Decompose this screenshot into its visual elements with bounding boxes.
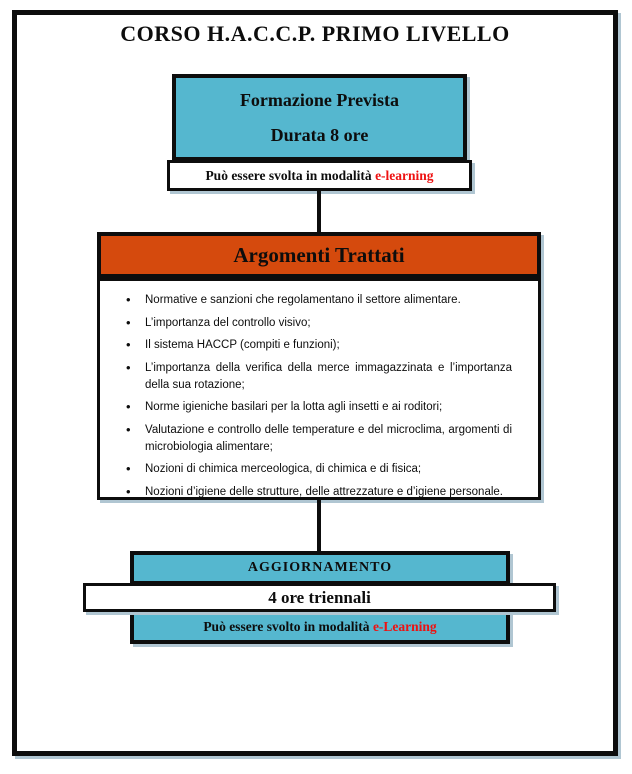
topic-item: • Il sistema HACCP (compiti e funzioni); [124,337,512,354]
topic-item: • Nozioni di chimica merceologica, di chimica e di fisica; [124,461,512,478]
topic-item: • Nozioni d’igiene delle strutture, delle attrezzature e d’igiene personale. [124,484,512,501]
argomenti-trattati-header [97,232,541,278]
formazione-elearning-note [167,160,472,191]
note-prefix: Può essere svolta in modalità [205,167,376,183]
argomenti-title: Argomenti Trattati [233,242,405,267]
topics-list [124,292,512,501]
note-text [203,619,436,635]
note-prefix: Può essere svolto in modalità [203,619,373,634]
topic-item: • Valutazione e controllo delle temperature e del microclima, argomenti di microbiologia alimentare; [124,422,512,455]
formazione-title: Formazione Prevista [239,89,400,110]
topic-item: • L’importanza della verifica della merce immagazzinata e l’importanza della sua rotazione; [124,360,512,393]
topic-item: • Normative e sanzioni che regolamentano il settore alimentare. [124,292,512,309]
connector-line-bottom [317,500,321,551]
argomenti-list-box [97,278,541,500]
topic-item: • Norme igieniche basilari per la lotta agli insetti e ai roditori; [124,399,512,416]
topic-item: • L’importanza del controllo visivo; [124,315,512,332]
aggiornamento-duration-box [83,583,556,612]
formazione-prevista-box [172,74,467,161]
aggiornamento-title: AGGIORNAMENTO [247,560,393,575]
note-text [205,168,433,184]
document-frame [12,10,618,756]
aggiornamento-duration: 4 ore triennali [268,587,371,607]
connector-line-top [317,191,321,232]
elearning-highlight: e-learning [375,167,434,183]
formazione-duration: Durata 8 ore [270,124,369,145]
aggiornamento-header-box [130,551,510,585]
elearning-highlight: e-Learning [372,619,437,634]
page-title: CORSO H.A.C.C.P. PRIMO LIVELLO [120,21,510,46]
aggiornamento-elearning-note [130,610,510,644]
